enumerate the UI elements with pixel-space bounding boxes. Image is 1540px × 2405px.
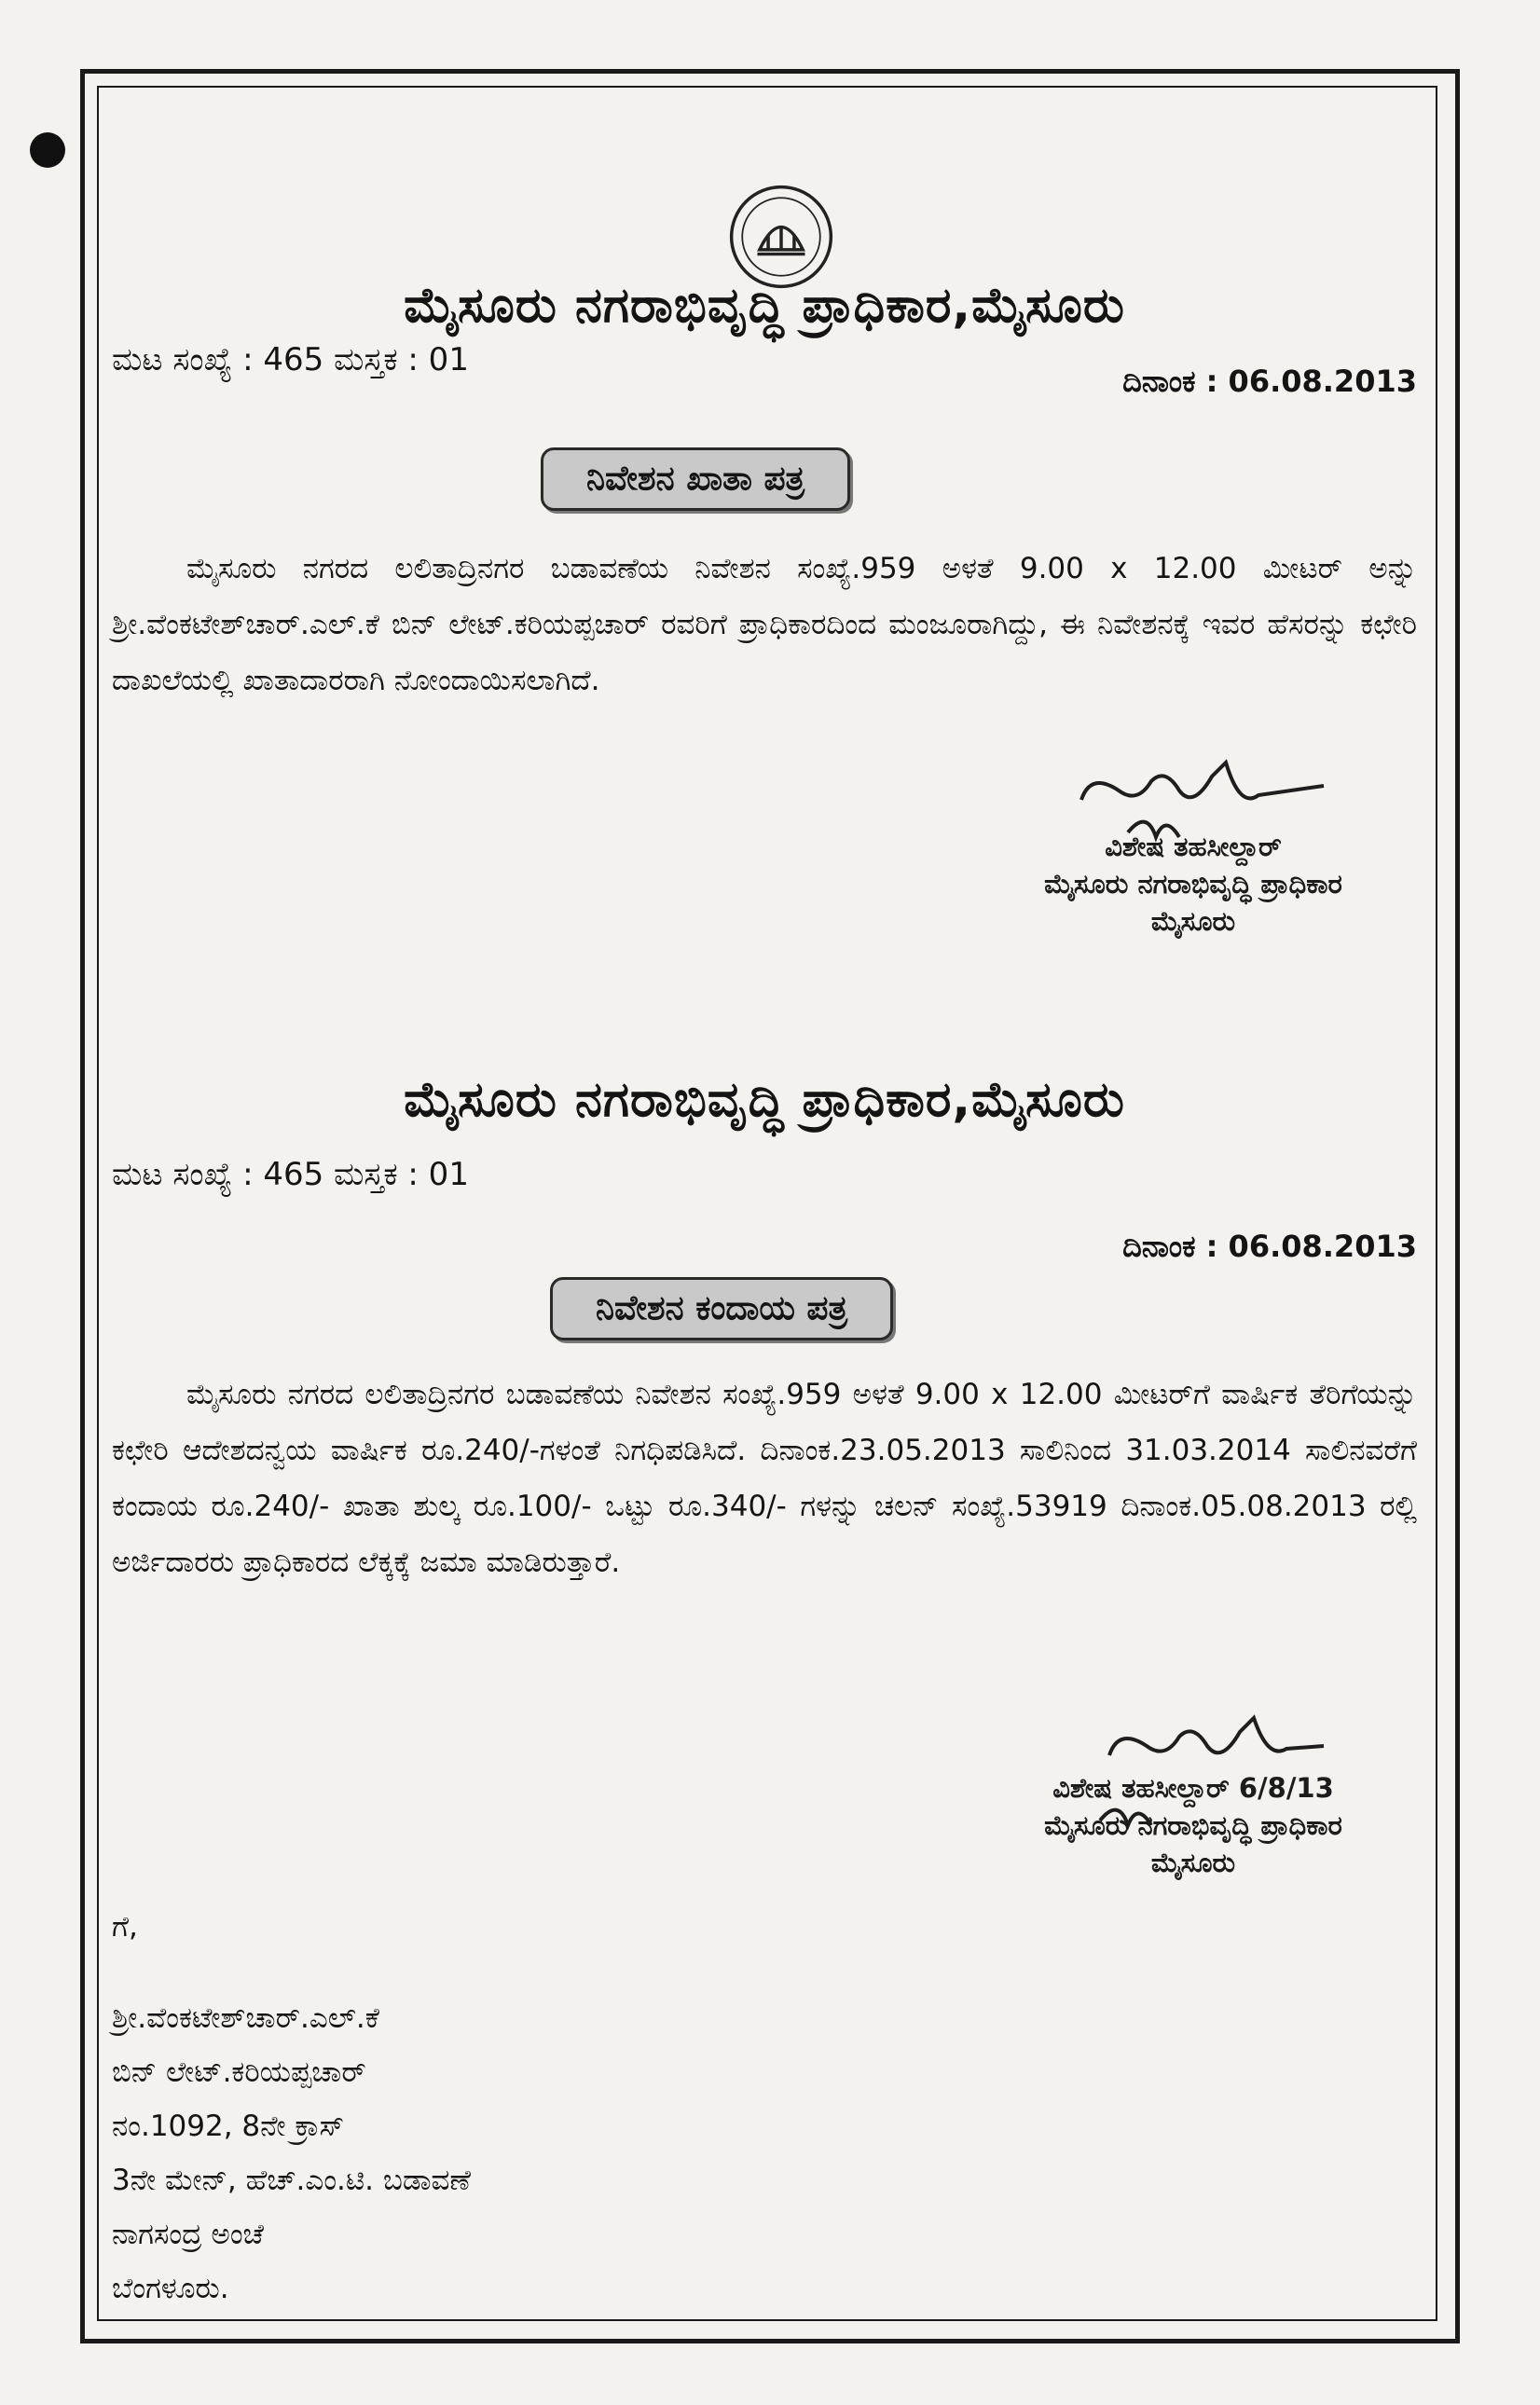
document-body — [112, 101, 1417, 2305]
recipient-address — [112, 1900, 471, 2316]
ref-number-1: ಮಟ ಸಂಖ್ಯೆ : 465 ಮಸ್ತಕ : 01 — [112, 341, 469, 378]
body-paragraph-1: ಮೈಸೂರು ನಗರದ ಲಲಿತಾದ್ರಿನಗರ ಬಡಾವಣೆಯ ನಿವೇಶನ ಸಂಖ್ಯೆ.959 ಅಳತೆ 9.00 x 12.00 ಮೀಟರ್ ಅನ್ನು ಶ್ರೀ.ವೆಂಕಟೇಶ್‌ಚಾರ್.ಎಲ್.ಕೆ ಬಿನ್ ಲೇಟ್.ಕರಿಯಪ್ಪಚಾರ್ ರವರಿಗೆ ಪ್ರಾಧಿಕಾರದಿಂದ ಮಂಜೂರಾಗಿದ್ದು, ಈ ನಿವೇಶನಕ್ಕೆ ಇವರ ಹೆಸರನ್ನು ಕಛೇರಿ ದಾಖಲೆಯಲ್ಲಿ ಖಾತಾದಾರರಾಗಿ ನೋಂದಾಯಿಸಲಾಗಿದೆ. — [112, 552, 1417, 697]
address-line-5: ನಾಗಸಂದ್ರ ಅಂಚೆ — [112, 2218, 264, 2251]
date-1: ದಿನಾಂಕ : 06.08.2013 — [1122, 364, 1417, 399]
signature-block-1 — [951, 828, 1436, 940]
signatory-title-2: ವಿಶೇಷ ತಹಸೀಲ್ದಾರ್ 6/8/13 — [1052, 1772, 1334, 1804]
authority-seal-icon — [727, 183, 835, 291]
address-line-3: ನಂ.1092, 8ನೇ ಕ್ರಾಸ್ — [112, 2110, 345, 2143]
address-line-4: 3ನೇ ಮೇನ್, ಹೆಚ್.ಎಂ.ಟಿ. ಬಡಾವಣೆ — [112, 2164, 471, 2197]
heading-badge-kandaya: ನಿವೇಶನ ಕಂದಾಯ ಪತ್ರ — [550, 1277, 893, 1340]
signature-block-2 — [951, 1769, 1436, 1881]
heading-badge-khata: ನಿವೇಶನ ಖಾತಾ ಪತ್ರ — [541, 447, 850, 511]
signatory-org-2: ಮೈಸೂರು ನಗರಾಭಿವೃದ್ಧಿ ಪ್ರಾಧಿಕಾರ — [1044, 1809, 1342, 1841]
address-line-1: ಶ್ರೀ.ವೆಂಕಟೇಶ್‌ಚಾರ್.ಎಲ್.ಕೆ — [112, 2001, 379, 2035]
signatory-title-1: ವಿಶೇಷ ತಹಸೀಲ್ದಾರ್ — [1105, 831, 1282, 862]
ref-number-2: ಮಟ ಸಂಖ್ಯೆ : 465 ಮಸ್ತಕ : 01 — [112, 1156, 469, 1193]
page-title-2: ಮೈಸೂರು ನಗರಾಭಿವೃದ್ಧಿ ಪ್ರಾಧಿಕಾರ,ಮೈಸೂರು — [404, 1072, 1125, 1128]
signatory-city-1: ಮೈಸೂರು — [1150, 905, 1236, 937]
address-line-2: ಬಿನ್ ಲೇಟ್.ಕರಿಯಪ್ಪಚಾರ್ — [112, 2055, 366, 2089]
punch-hole-dot — [30, 132, 65, 168]
page-title-1: ಮೈಸೂರು ನಗರಾಭಿವೃದ್ಧಿ ಪ್ರಾಧಿಕಾರ,ಮೈಸೂರು — [404, 278, 1125, 334]
signatory-city-2: ಮೈಸೂರು — [1150, 1847, 1236, 1878]
signatory-org-1: ಮೈಸೂರು ನಗರಾಭಿವೃದ್ಧಿ ಪ್ರಾಧಿಕಾರ — [1044, 868, 1342, 900]
body-paragraph-2: ಮೈಸೂರು ನಗರದ ಲಲಿತಾದ್ರಿನಗರ ಬಡಾವಣೆಯ ನಿವೇಶನ ಸಂಖ್ಯೆ.959 ಅಳತೆ 9.00 x 12.00 ಮೀಟರ್‌ಗೆ ವಾರ್ಷಿಕ ತೆರಿಗೆಯನ್ನು ಕಛೇರಿ ಆದೇಶದನ್ವಯ ವಾರ್ಷಿಕ ರೂ.240/-ಗಳಂತೆ ನಿಗಧಿಪಡಿಸಿದೆ. ದಿನಾಂಕ.23.05.2013 ಸಾಲಿನಿಂದ 31.03.2014 ಸಾಲಿನವರೆಗೆ ಕಂದಾಯ ರೂ.240/- ಖಾತಾ ಶುಲ್ಕ ರೂ.100/- ಒಟ್ಟು ರೂ.340/- ಗಳನ್ನು ಚಲನ್ ಸಂಖ್ಯೆ.53919 ದಿನಾಂಕ.05.08.2013 ರಲ್ಲಿ ಅರ್ಜಿದಾರರು ಪ್ರಾಧಿಕಾರದ ಲೆಕ್ಕಕ್ಕೆ ಜಮಾ ಮಾಡಿರುತ್ತಾರೆ. — [112, 1378, 1417, 1579]
date-2: ದಿನಾಂಕ : 06.08.2013 — [1122, 1229, 1417, 1264]
signature-date: 6/8/13 — [1238, 1772, 1334, 1804]
salutation: ಗೆ, — [112, 1910, 138, 1944]
address-line-6: ಬೆಂಗಳೂರು. — [112, 2272, 229, 2305]
